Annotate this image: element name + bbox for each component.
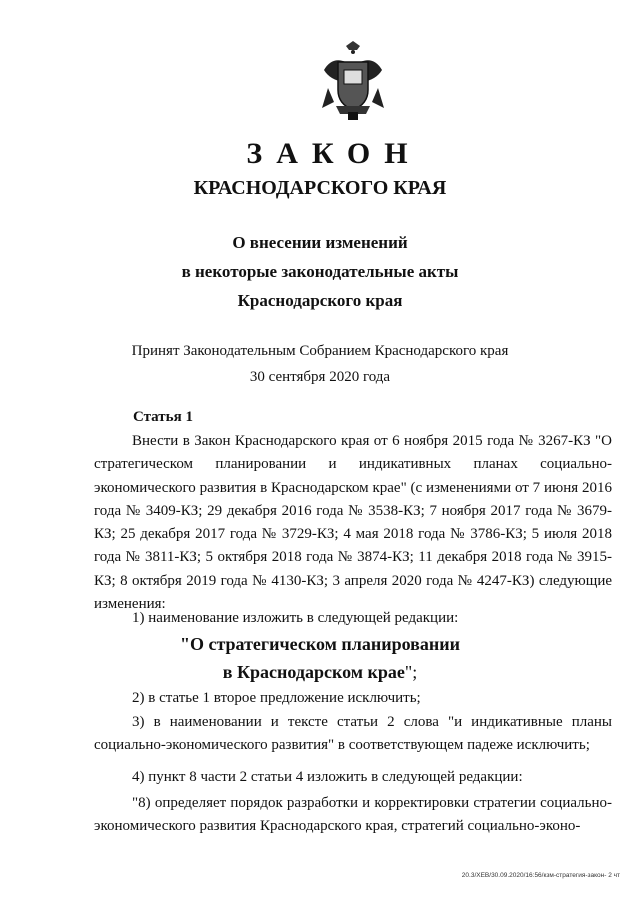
list-item-3: 3) в наименовании и тексте статьи 2 слова "и индикативные планы социально-экономического развития" в соответствующем падеже исключить; (94, 714, 612, 754)
new-title-line-1: "О стратегическом планировании (180, 634, 460, 654)
new-title-line-2-end: "; (404, 662, 418, 682)
document-title: ЗАКОН (246, 137, 422, 170)
subject-line-1: О внесении изменений (232, 233, 408, 252)
list-item-4: 4) пункт 8 части 2 статьи 4 изложить в следующей редакции: (132, 769, 523, 785)
subject-line-3: Краснодарского края (237, 291, 403, 310)
subject-line-2: в некоторые законодательные акты (181, 262, 459, 281)
new-title-line-2 (0, 662, 640, 683)
document-region: КРАСНОДАРСКОГО КРАЯ (193, 177, 447, 199)
list-item-2: 2) в статье 1 второе предложение исключить; (132, 690, 421, 706)
adoption-date: 30 сентября 2020 года (249, 369, 391, 385)
article-heading: Статья 1 (133, 409, 193, 425)
new-title-line-2-text: в Краснодарском крае (222, 662, 405, 682)
coat-of-arms-emblem (318, 40, 388, 122)
footer-code: 20.3/ХЕВ/30.09.2020/16:56/кзм-стратегия-закон- 2 чт (461, 872, 620, 879)
adopted-by: Принят Законодательным Собранием Краснодарского края (131, 343, 509, 359)
article-intro-paragraph: Внести в Закон Краснодарского края от 6 ноября 2015 года № 3267-КЗ "О стратегическом планировании и индикативных планах социально-экономического развития в Краснодарском крае" (с изменениями от 7 июня 2016 года № 3409-КЗ; 29 декабря 2016 года № 3538-КЗ; 7 ноября 2017 года № 3679-КЗ; 25 декабря 2017 года № 3729-КЗ; 4 мая 2018 года № 3786-КЗ; 5 июля 2018 года № 3811-КЗ; 5 октября 2018 года № 3874-КЗ; 11 декабря 2018 года № 3915-КЗ; 8 октября 2019 года № 4130-КЗ; 3 апреля 2020 года № 4247-КЗ) следующие изменения: (94, 433, 612, 613)
list-item-4-text: "8) определяет порядок разработки и корректировки стратегии социально-экономического развития Краснодарского края, стратегий социально-эконо- (94, 795, 612, 835)
list-item-1: 1) наименование изложить в следующей редакции: (132, 610, 459, 626)
